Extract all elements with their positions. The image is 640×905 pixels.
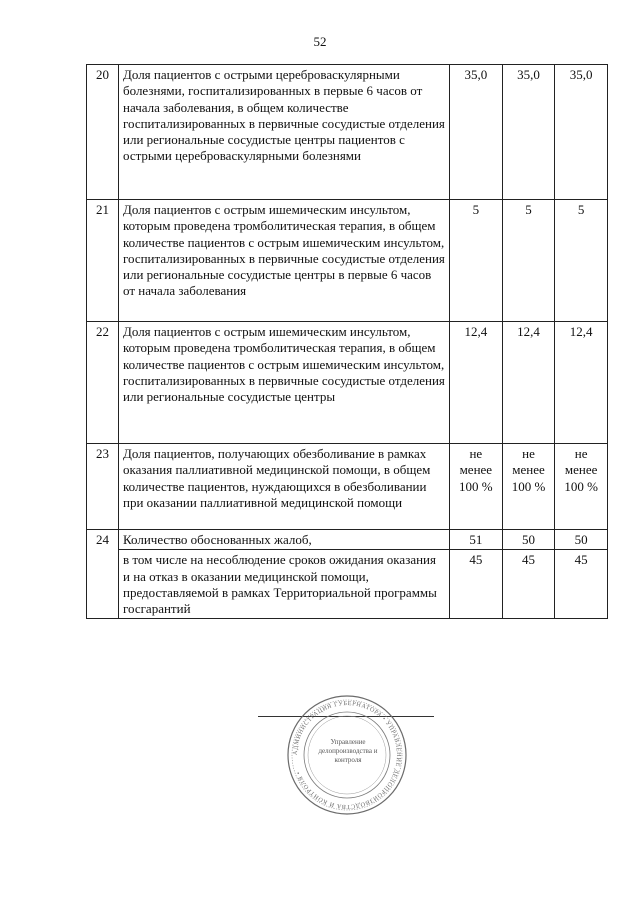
seal-ring-text: АДМИНИСТРАЦИЯ ГУБЕРНАТОРА • УПРАВЛЕНИЕ ДЕЛОПРОИЗВОДСТВА И КОНТРОЛЯ • bbox=[291, 699, 403, 811]
row-number bbox=[87, 550, 119, 619]
indicator-name: Доля пациентов, получающих обезболивание в рамках оказания паллиативной медицинской помощи, в общем количестве пациентов, нуждающихся в обезболивании при оказании паллиативной медицинской помощи bbox=[119, 444, 450, 530]
value-year-3: 50 bbox=[555, 530, 608, 550]
value-year-2: 45 bbox=[502, 550, 555, 619]
value-year-2: 35,0 bbox=[502, 65, 555, 200]
table-row bbox=[87, 322, 608, 444]
indicator-name: Доля пациентов с острым ишемическим инсультом, которым проведена тромболитическая терапия, в общем количестве пациентов с острым ишемическим инсультом, госпитализированных в первичные сосудистые отделения или региональные сосудистые центры в первые 6 часов от начала заболевания bbox=[119, 200, 450, 322]
value-year-2: 12,4 bbox=[502, 322, 555, 444]
row-number: 23 bbox=[87, 444, 119, 530]
value-year-3: 45 bbox=[555, 550, 608, 619]
row-number: 20 bbox=[87, 65, 119, 200]
value-year-1: не менее 100 % bbox=[450, 444, 503, 530]
table-row bbox=[87, 200, 608, 322]
value-year-3: 12,4 bbox=[555, 322, 608, 444]
indicator-name: в том числе на несоблюдение сроков ожидания оказания и на отказ в оказании медицинской помощи, предоставляемой в рамках Территориальной программы госгарантий bbox=[119, 550, 450, 619]
row-number: 22 bbox=[87, 322, 119, 444]
value-year-2: 5 bbox=[502, 200, 555, 322]
value-year-1: 35,0 bbox=[450, 65, 503, 200]
value-year-3: не менее 100 % bbox=[555, 444, 608, 530]
indicator-name: Доля пациентов с острыми цереброваскулярными болезнями, госпитализированных в первые 6 часов от начала заболевания, в общем количестве госпитализированных в первичные сосудистые отделения или региональные сосудистые центры пациентов с острыми цереброваскулярными болезнями bbox=[119, 65, 450, 200]
value-year-2: 50 bbox=[502, 530, 555, 550]
value-year-1: 45 bbox=[450, 550, 503, 619]
table-row bbox=[87, 550, 608, 619]
table-row bbox=[87, 530, 608, 550]
value-year-1: 12,4 bbox=[450, 322, 503, 444]
value-year-3: 35,0 bbox=[555, 65, 608, 200]
indicators-table bbox=[86, 64, 608, 619]
table-row bbox=[87, 65, 608, 200]
indicator-name: Количество обоснованных жалоб, bbox=[119, 530, 450, 550]
table-row bbox=[87, 444, 608, 530]
row-number: 24 bbox=[87, 530, 119, 550]
value-year-1: 51 bbox=[450, 530, 503, 550]
value-year-1: 5 bbox=[450, 200, 503, 322]
value-year-2: не менее 100 % bbox=[502, 444, 555, 530]
row-number: 21 bbox=[87, 200, 119, 322]
indicator-name: Доля пациентов с острым ишемическим инсультом, которым проведена тромболитическая терапия, в общем количестве пациентов с острым ишемическим инсультом, госпитализированных в первичные сосудистые отделения или региональные сосудистые центры bbox=[119, 322, 450, 444]
value-year-3: 5 bbox=[555, 200, 608, 322]
seal-inner-text: Управление делопроизводства и контроля bbox=[318, 738, 378, 764]
page-number: 52 bbox=[313, 34, 327, 49]
